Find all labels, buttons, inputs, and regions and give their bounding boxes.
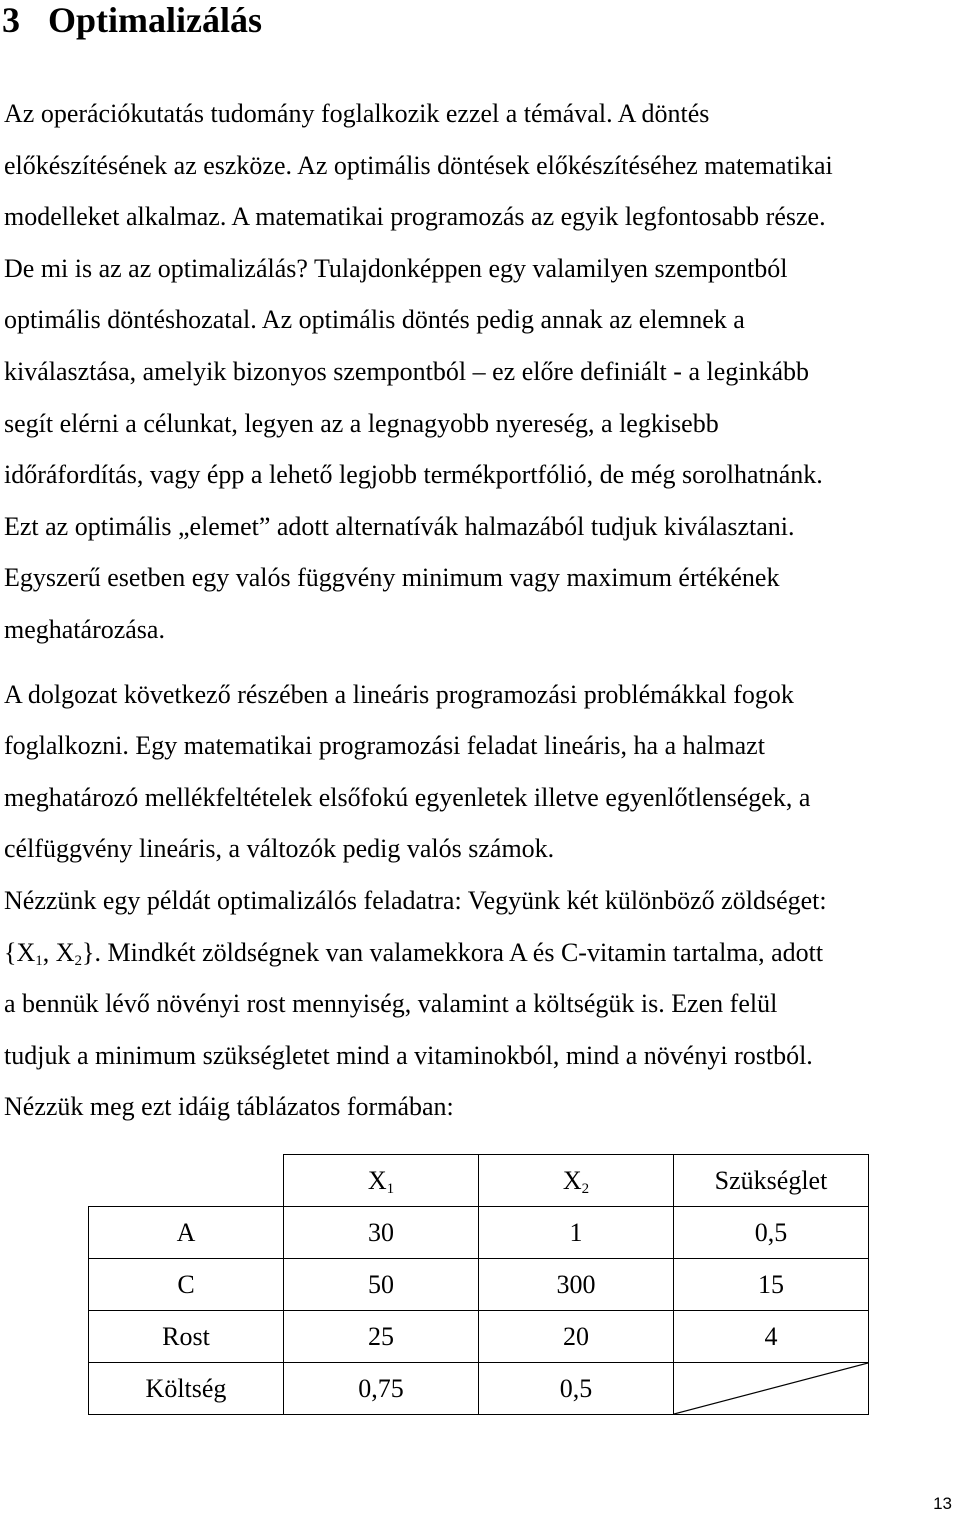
paragraph-linear-programming (4, 669, 954, 875)
section-title: Optimalizálás (48, 0, 262, 40)
table-header-need: Szükséglet (674, 1155, 869, 1207)
table-header-x1 (284, 1155, 479, 1207)
text-line: Nézzük meg ezt idáig táblázatos formában: (4, 1092, 454, 1122)
table-row (89, 1207, 869, 1259)
body-text (4, 88, 954, 1133)
table-cell: 300 (479, 1259, 674, 1311)
table-cell: 50 (284, 1259, 479, 1311)
table-cell: 1 (479, 1207, 674, 1259)
text-line: időráfordítás, vagy épp a lehető legjobb termékportfólió, de még sorolhatnánk. (4, 460, 823, 490)
text-line: Ezt az optimális „elemet” adott alternatívák halmazából tudjuk kiválasztani. (4, 511, 795, 541)
set-rest: }. Mindkét zöldségnek van valamekkora A és C-vitamin tartalma, adott (82, 937, 824, 967)
subscript: 2 (74, 952, 83, 969)
text-line: foglalkozni. Egy matematikai programozási feladat lineáris, ha a halmazt (4, 731, 765, 761)
table-cell: 30 (284, 1207, 479, 1259)
text-line: meghatározása. (4, 614, 165, 644)
text-line: modelleket alkalmaz. A matematikai programozás az egyik legfontosabb része. (4, 202, 826, 232)
text-line: A dolgozat következő részében a lineáris programozási problémákkal fogok (4, 679, 794, 709)
nutrient-table (88, 1154, 869, 1415)
text-line: Nézzünk egy példát optimalizálós feladatra: Vegyünk két különböző zöldséget: (4, 885, 827, 915)
paragraph-intro (4, 88, 954, 656)
table-header-row (89, 1155, 869, 1207)
table-row (89, 1363, 869, 1415)
text-line: optimális döntéshozatal. Az optimális döntés pedig annak az elemnek a (4, 305, 745, 335)
table-cell-diagonal (674, 1363, 869, 1415)
table-row (89, 1311, 869, 1363)
table-cell: 15 (674, 1259, 869, 1311)
text-line: a bennük lévő növényi rost mennyiség, valamint a költségük is. Ezen felül (4, 989, 778, 1019)
page-number: 13 (933, 1494, 952, 1513)
text-line: Egyszerű esetben egy valós függvény minimum vagy maximum értékének (4, 563, 780, 593)
text-line: De mi is az az optimalizálás? Tulajdonképpen egy valamilyen szempontból (4, 253, 788, 283)
table-cell: 20 (479, 1311, 674, 1363)
table-row-label: Költség (89, 1363, 284, 1415)
set-separator: , X (42, 937, 75, 967)
section-heading (2, 0, 262, 44)
table-row-label: A (89, 1207, 284, 1259)
text-line: célfüggvény lineáris, a változók pedig valós számok. (4, 834, 555, 864)
paragraph-example (4, 875, 954, 1133)
text-line: meghatározó mellékfeltételek elsőfokú egyenletek illetve egyenlőtlenségek, a (4, 782, 811, 812)
text-line: kiválasztása, amelyik bizonyos szempontból – ez előre definiált - a leginkább (4, 356, 810, 386)
set-open: {X (4, 937, 36, 967)
table-header-x2 (479, 1155, 674, 1207)
table-row-label: C (89, 1259, 284, 1311)
table-cell: 25 (284, 1311, 479, 1363)
text-line: segít elérni a célunkat, legyen az a legnagyobb nyereség, a legkisebb (4, 408, 719, 438)
table-corner-cell (89, 1155, 284, 1207)
header-text: X (367, 1165, 387, 1195)
diagonal-line (674, 1363, 868, 1414)
section-number: 3 (2, 0, 20, 40)
table-cell: 0,75 (284, 1363, 479, 1415)
table-row-label: Rost (89, 1311, 284, 1363)
table-cell: 0,5 (479, 1363, 674, 1415)
subscript: 1 (35, 952, 43, 969)
text-line: előkészítésének az eszköze. Az optimális döntések előkészítéséhez matematikai (4, 150, 833, 180)
text-line: Az operációkutatás tudomány foglalkozik ezzel a témával. A döntés (4, 99, 710, 128)
table-row (89, 1259, 869, 1311)
text-line-variables (4, 927, 954, 979)
subscript: 1 (386, 1180, 395, 1197)
subscript: 2 (581, 1180, 590, 1197)
table-cell: 0,5 (674, 1207, 869, 1259)
header-text: X (562, 1165, 582, 1195)
table-cell: 4 (674, 1311, 869, 1363)
text-line: tudjuk a minimum szükségletet mind a vitaminokból, mind a növényi rostból. (4, 1040, 813, 1070)
